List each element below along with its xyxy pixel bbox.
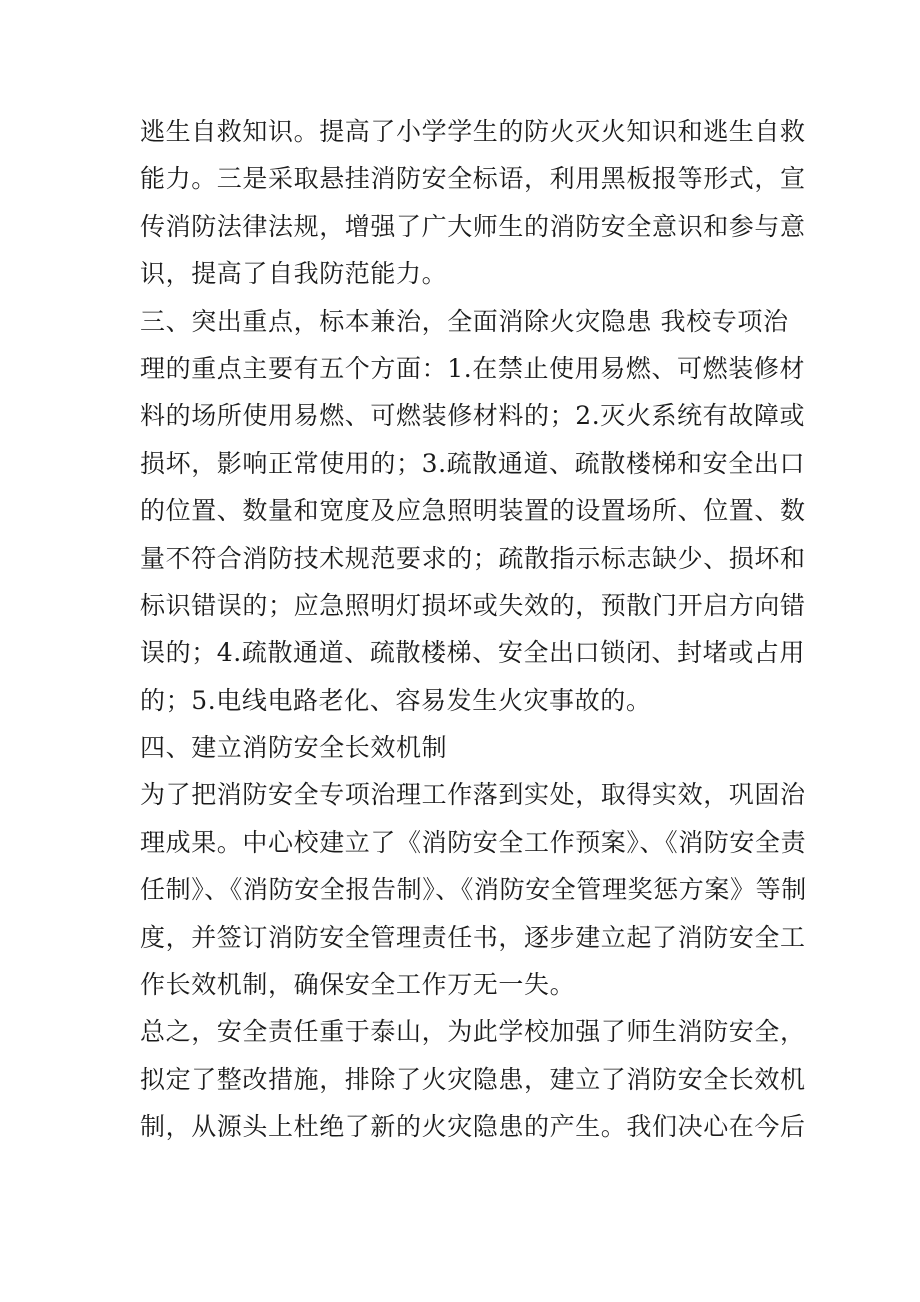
text-line: 的；5.电线电路老化、容易发生火灾事故的。 <box>140 685 652 715</box>
summary-line: 总之，安全责任重于泰山，为此学校加强了师生消防安全， <box>140 1017 806 1047</box>
text-line: 为了把消防安全专项治理工作落到实处，取得实效，巩固治 <box>140 780 806 810</box>
text-line: 拟定了整改措施，排除了火灾隐患，建立了消防安全长效机 <box>140 1064 806 1094</box>
text-line: 料的场所使用易燃、可燃装修材料的；2.灭火系统有故障或 <box>140 401 806 431</box>
text-line: 逃生自救知识。提高了小学学生的防火灭火知识和逃生自救 <box>140 117 806 146</box>
section-heading-three: 三、突出重点，标本兼治，全面消除火灾隐患 我校专项治 <box>140 306 789 336</box>
text-line: 能力。三是采取悬挂消防安全标语，利用黑板报等形式，宣 <box>140 164 806 194</box>
text-line: 损坏，影响正常使用的；3.疏散通道、疏散楼梯和安全出口 <box>140 448 806 478</box>
text-line: 任制》、《消防安全报告制》、《消防安全管理奖惩方案》等制 <box>140 875 807 905</box>
text-line: 识，提高了自我防范能力。 <box>140 259 448 289</box>
text-line: 的位置、数量和宽度及应急照明装置的设置场所、位置、数 <box>140 496 806 526</box>
text-line: 作长效机制，确保安全工作万无一失。 <box>140 970 576 1000</box>
text-line: 理成果。中心校建立了《消防安全工作预案》、《消防安全责 <box>140 827 807 857</box>
text-line: 度，并签订消防安全管理责任书，逐步建立起了消防安全工 <box>140 922 806 952</box>
text-line: 制，从源头上杜绝了新的火灾隐患的产生。我们决心在今后 <box>140 1112 806 1142</box>
text-line: 理的重点主要有五个方面：1.在禁止使用易燃、可燃装修材 <box>140 353 806 383</box>
section-heading-four: 四、建立消防安全长效机制 <box>140 733 448 763</box>
body-text <box>140 108 807 1151</box>
text-line: 标识错误的；应急照明灯损坏或失效的，预散门开启方向错 <box>140 590 806 620</box>
text-line: 传消防法律法规，增强了广大师生的消防安全意识和参与意 <box>140 211 806 241</box>
text-line: 误的；4.疏散通道、疏散楼梯、安全出口锁闭、封堵或占用 <box>140 638 806 668</box>
text-line: 量不符合消防技术规范要求的；疏散指示标志缺少、损坏和 <box>140 543 806 573</box>
